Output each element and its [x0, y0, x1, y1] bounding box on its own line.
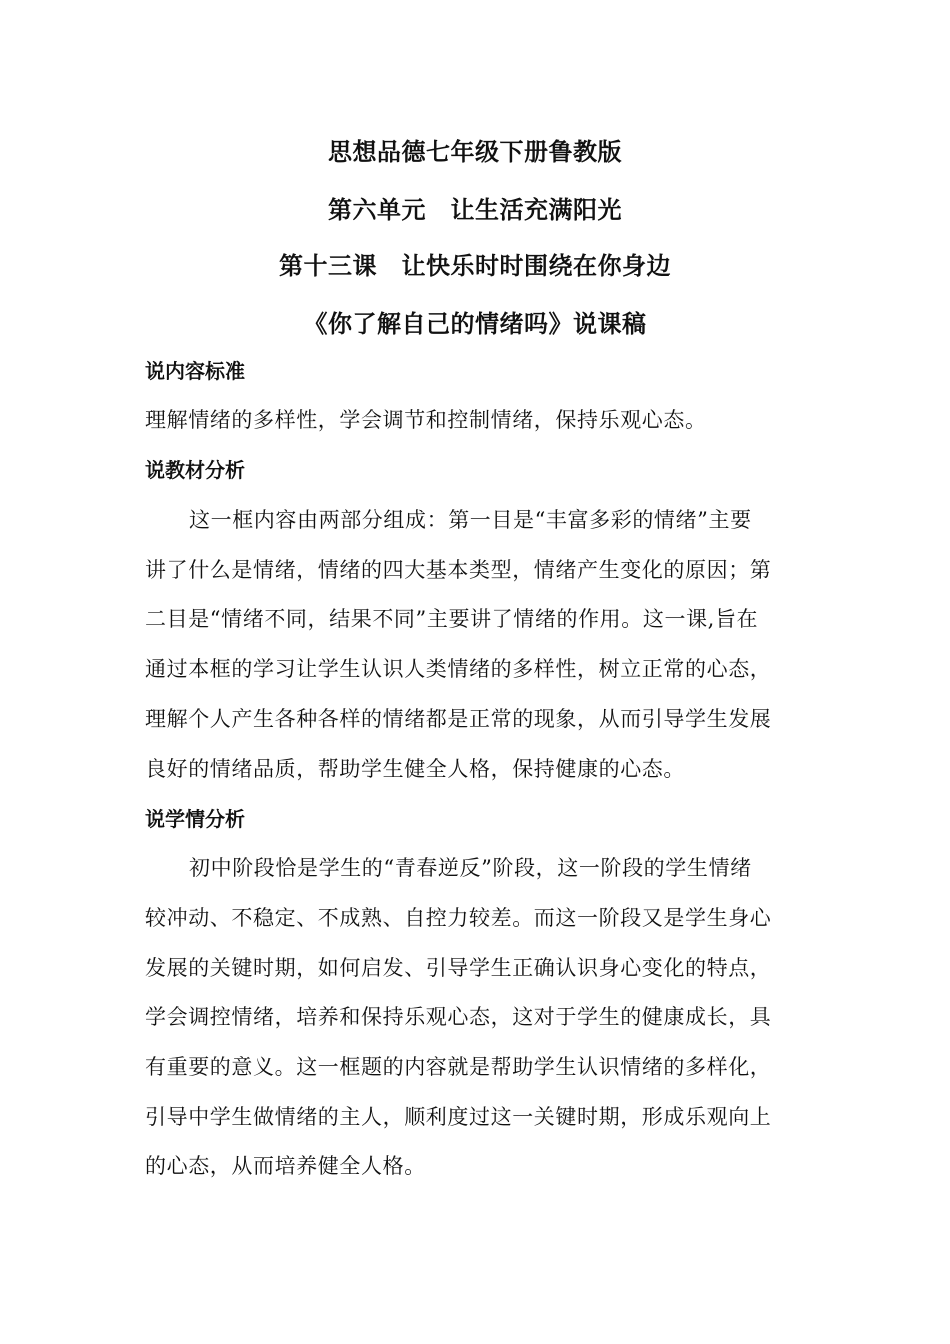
- paragraph-line: 有重要的意义。这一框题的内容就是帮助学生认识情绪的多样化，: [145, 1055, 772, 1079]
- document-title-textbook: 思想品德七年级下册鲁教版: [328, 138, 622, 166]
- paragraph-line: 良好的情绪品质，帮助学生健全人格，保持健康的心态。: [145, 757, 685, 781]
- paragraph-line: 的心态，从而培养健全人格。: [145, 1154, 426, 1178]
- paragraph-line: 这一框内容由两部分组成：第一目是“丰富多彩的情绪”主要: [189, 508, 752, 532]
- paragraph-line: 初中阶段恰是学生的“青春逆反”阶段，这一阶段的学生情绪: [189, 856, 752, 880]
- paragraph-line: 引导中学生做情绪的主人，顺利度过这一关键时期，形成乐观向上: [145, 1105, 772, 1129]
- document-title-main: 《你了解自己的情绪吗》说课稿: [303, 310, 647, 338]
- section-heading-textbook-analysis: 说教材分析: [145, 458, 245, 482]
- paragraph-line: 发展的关键时期，如何启发、引导学生正确认识身心变化的特点，: [145, 956, 772, 980]
- document-title-unit: 第六单元 让生活充满阳光: [328, 196, 622, 224]
- section-heading-content-standard: 说内容标准: [145, 359, 245, 383]
- paragraph-line: 较冲动、不稳定、不成熟、自控力较差。而这一阶段又是学生身心: [145, 906, 772, 930]
- paragraph-line: 理解情绪的多样性，学会调节和控制情绪，保持乐观心态。: [145, 408, 707, 432]
- paragraph-line: 二目是“情绪不同，结果不同”主要讲了情绪的作用。这一课,旨在: [145, 607, 759, 631]
- paragraph-line: 讲了什么是情绪，情绪的四大基本类型，情绪产生变化的原因；第: [145, 558, 772, 582]
- section-heading-student-analysis: 说学情分析: [145, 807, 245, 831]
- paragraph-line: 理解个人产生各种各样的情绪都是正常的现象，从而引导学生发展: [145, 707, 772, 731]
- document-title-lesson: 第十三课 让快乐时时围绕在你身边: [279, 252, 671, 280]
- paragraph-line: 学会调控情绪，培养和保持乐观心态，这对于学生的健康成长，具: [145, 1005, 772, 1029]
- paragraph-line: 通过本框的学习让学生认识人类情绪的多样性，树立正常的心态，: [145, 657, 772, 681]
